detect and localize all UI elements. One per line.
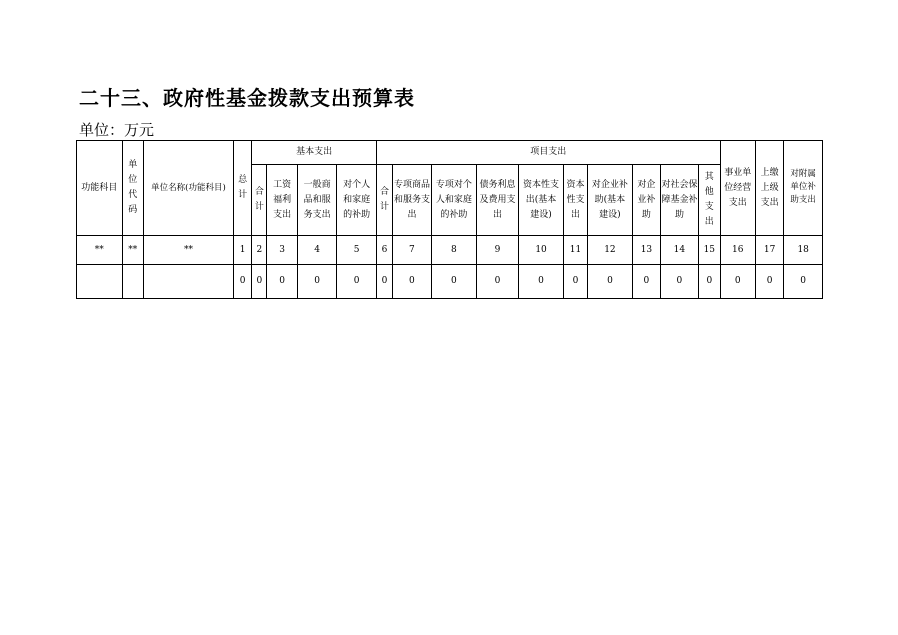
index-row [77, 236, 823, 265]
data-cell: 0 [699, 265, 720, 299]
data-cell: 0 [477, 265, 519, 299]
header-unit-code [122, 141, 143, 236]
data-cell: 0 [337, 265, 377, 299]
index-cell: 7 [393, 236, 432, 265]
header-unit-name-label: 单位名称(功能科目) [151, 182, 226, 193]
index-cell: 4 [297, 236, 337, 265]
header-upper [755, 141, 783, 236]
header-project-social-security [660, 165, 699, 236]
header-institution-label: 事业单位经营支出 [724, 167, 752, 208]
header-total-label: 总计 [238, 175, 248, 200]
header-project-debt [477, 165, 519, 236]
index-cell: 2 [252, 236, 267, 265]
header-row-group [77, 141, 823, 165]
header-basic-goods [297, 165, 337, 236]
header-project-debt-label: 债务利息及费用支出 [479, 179, 516, 220]
index-cell: 1 [234, 236, 252, 265]
table-row [77, 265, 823, 299]
header-project-capital [564, 165, 587, 236]
header-func-subject-label: 功能科目 [81, 182, 118, 193]
header-total [234, 141, 252, 236]
header-project-capital-basic-label: 资本性支出(基本建设) [523, 179, 560, 220]
header-project-enterprise-label: 对企业补助 [637, 179, 656, 220]
data-func-subject [77, 265, 123, 299]
index-cell: 13 [633, 236, 660, 265]
header-affiliated [784, 141, 823, 236]
header-project-special-personal-label: 专项对个人和家庭的补助 [435, 179, 472, 220]
header-basic-salary [267, 165, 297, 236]
header-basic-group-label: 基本支出 [296, 147, 333, 157]
header-project-special-personal [431, 165, 477, 236]
header-project-capital-label: 资本性支出 [566, 179, 585, 220]
header-basic-goods-label: 一般商品和服务支出 [303, 179, 331, 220]
header-basic-salary-label: 工资福利支出 [273, 179, 292, 220]
header-project-group-label: 项目支出 [530, 147, 567, 157]
header-basic-personal-label: 对个人和家庭的补助 [343, 179, 371, 220]
data-cell: 0 [431, 265, 477, 299]
header-affiliated-label: 对附属单位补助支出 [790, 169, 816, 205]
header-unit-code-label: 单位代码 [128, 160, 138, 215]
data-cell: 0 [252, 265, 267, 299]
page-title: 二十三、政府性基金拨款支出预算表 [79, 86, 415, 110]
index-cell: 9 [477, 236, 519, 265]
budget-table [76, 140, 823, 299]
data-cell: 0 [234, 265, 252, 299]
index-cell: 15 [699, 236, 720, 265]
index-cell: 17 [755, 236, 783, 265]
data-cell: 0 [518, 265, 564, 299]
data-cell: 0 [297, 265, 337, 299]
index-cell: 8 [431, 236, 477, 265]
index-cell: 10 [518, 236, 564, 265]
header-upper-label: 上缴上级支出 [760, 167, 779, 208]
header-project-social-security-label: 对社会保障基金补助 [661, 179, 698, 220]
header-project-subtotal [376, 165, 392, 236]
data-cell: 0 [376, 265, 392, 299]
header-institution [720, 141, 755, 236]
header-project-enterprise-basic [587, 165, 633, 236]
data-cell: 0 [660, 265, 699, 299]
data-cell: 0 [587, 265, 633, 299]
data-cell: 0 [784, 265, 823, 299]
index-cell: 16 [720, 236, 755, 265]
index-cell: 6 [376, 236, 392, 265]
data-cell: 0 [755, 265, 783, 299]
unit-label: 单位：万元 [79, 121, 155, 139]
header-basic-subtotal [252, 165, 267, 236]
header-project-capital-basic [518, 165, 564, 236]
header-project-enterprise-basic-label: 对企业补助(基本建设) [591, 179, 628, 220]
header-project-special-goods-label: 专项商品和服务支出 [394, 179, 431, 220]
index-func-subject: ** [77, 236, 123, 265]
header-project-other-label: 其他支出 [704, 172, 714, 227]
data-cell: 0 [633, 265, 660, 299]
index-cell: 11 [564, 236, 587, 265]
header-basic-personal [337, 165, 377, 236]
header-unit-name [143, 141, 233, 236]
data-cell: 0 [564, 265, 587, 299]
data-cell: 0 [267, 265, 297, 299]
data-unit-code [122, 265, 143, 299]
index-cell: 14 [660, 236, 699, 265]
data-unit-name [143, 265, 233, 299]
index-cell: 18 [784, 236, 823, 265]
header-project-enterprise [633, 165, 660, 236]
header-func-subject [77, 141, 123, 236]
index-cell: 5 [337, 236, 377, 265]
index-cell: 3 [267, 236, 297, 265]
header-basic-subtotal-label: 合计 [254, 187, 264, 212]
header-basic-group [252, 141, 377, 165]
data-cell: 0 [720, 265, 755, 299]
data-cell: 0 [393, 265, 432, 299]
header-project-other [699, 165, 720, 236]
header-project-subtotal-label: 合计 [380, 187, 390, 212]
index-cell: 12 [587, 236, 633, 265]
header-project-special-goods [393, 165, 432, 236]
index-unit-code: ** [122, 236, 143, 265]
header-project-group [376, 141, 720, 165]
index-unit-name: ** [143, 236, 233, 265]
